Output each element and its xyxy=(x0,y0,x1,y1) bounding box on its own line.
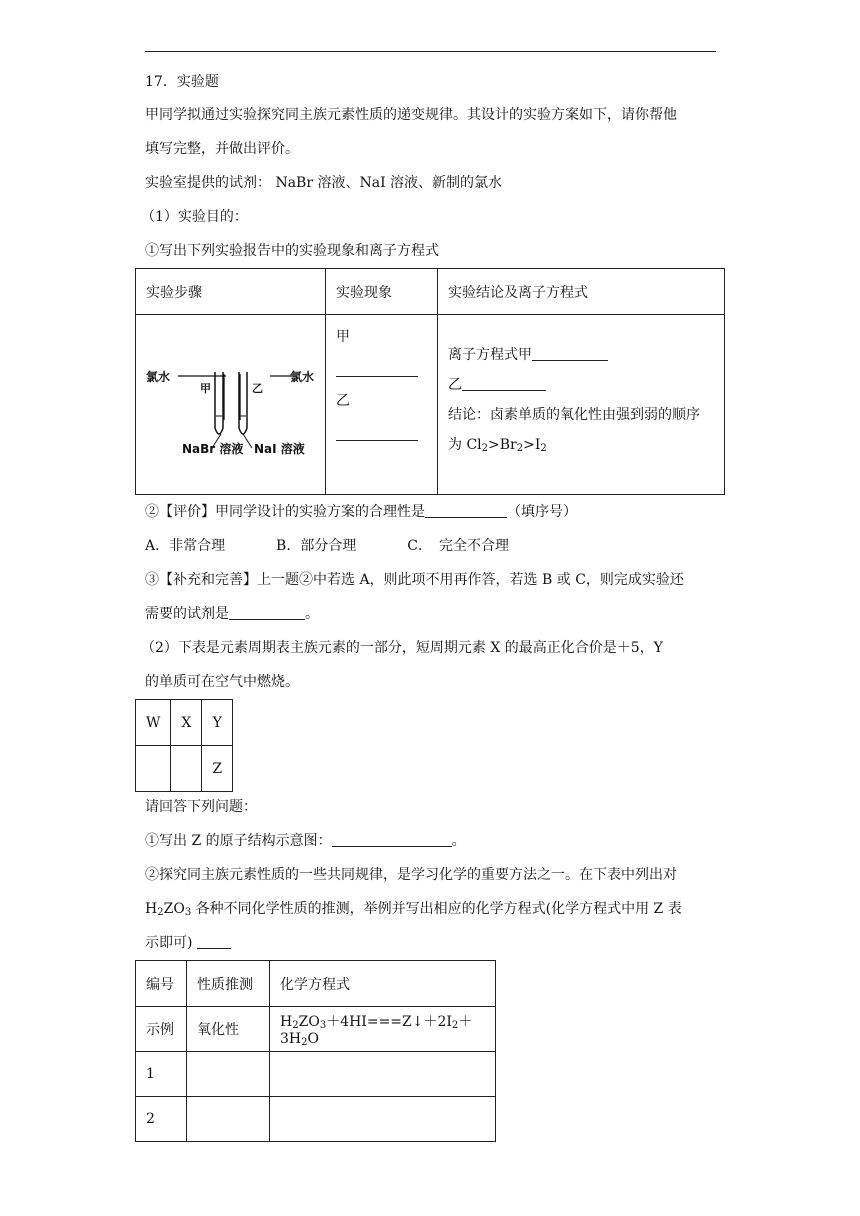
header-cell: 实验现象 xyxy=(326,269,438,315)
header-cell: 化学方程式 xyxy=(270,961,496,1007)
equation-yi-label: 乙 xyxy=(448,377,462,393)
table-row xyxy=(136,1097,496,1142)
solution-label-right: NaI 溶液 xyxy=(254,441,305,456)
intro-line-1: 甲同学拟通过实验探究同主族元素性质的递变规律。其设计的实验方案如下，请你帮他 xyxy=(145,107,677,123)
phenomenon-yi-label: 乙 xyxy=(336,393,350,409)
property-cell xyxy=(187,1052,270,1097)
table-row xyxy=(136,315,725,495)
equation-yi-blank xyxy=(462,376,546,391)
row-id-cell: 2 xyxy=(136,1097,187,1142)
tube-label-right: 乙 xyxy=(252,381,263,395)
part1-label: （1）实验目的： xyxy=(141,209,248,225)
question-2-line-1: ②探究同主族元素性质的一些共同规律，是学习化学的重要方法之一。在下表中列出对 xyxy=(145,867,677,883)
supplement-blank xyxy=(229,605,305,620)
header-cell: 编号 xyxy=(136,961,187,1007)
tube-label-left: 甲 xyxy=(200,381,211,395)
supplement-line-1: ③【补充和完善】上一题②中若选 A，则此项不用再作答，若选 B 或 C，则完成实验还 xyxy=(145,572,684,588)
equation-cell: $H_2ZO_3+4HI===Z↓+2I_2+3H_2O$ xyxy=(270,1007,496,1052)
conclusion-order: 为 $Cl_2>Br_2>I_2$ xyxy=(448,437,547,454)
header-cell: 实验结论及离子方程式 xyxy=(438,269,725,315)
phenomenon-jia-blank xyxy=(336,362,418,377)
part2-line-2: 的单质可在空气中燃烧。 xyxy=(145,674,299,690)
table-row xyxy=(136,1007,496,1052)
element-cell xyxy=(171,746,202,792)
element-cell: Y xyxy=(202,700,233,746)
sub-question-1: ①写出下列实验报告中的实验现象和离子方程式 xyxy=(145,243,439,259)
question-number: 17．实验题 xyxy=(145,74,219,90)
property-cell xyxy=(187,1097,270,1142)
evaluation-question: ②【评价】甲同学设计的实验方案的合理性是 （填序号） xyxy=(145,504,577,520)
element-cell: X xyxy=(171,700,202,746)
test-tube-diagram xyxy=(142,350,317,460)
table-header-row xyxy=(136,961,496,1007)
evaluation-blank xyxy=(425,503,507,518)
table-row xyxy=(136,746,233,792)
supplement-line-2: 需要的试剂是 。 xyxy=(145,606,319,622)
solution-label-left: NaBr 溶液 xyxy=(182,441,244,456)
reagent-label-right: 氯水 xyxy=(290,369,315,384)
header-cell: 性质推测 xyxy=(187,961,270,1007)
option-a: A．非常合理 xyxy=(145,538,226,554)
evaluation-options xyxy=(145,536,509,556)
row-id-cell: 示例 xyxy=(136,1007,187,1052)
table-row xyxy=(136,700,233,746)
question-2-line-3: 示即可) xyxy=(145,933,231,953)
equation-jia-label: 离子方程式甲 xyxy=(448,347,532,363)
equation-cell xyxy=(270,1097,496,1142)
table-header-row xyxy=(136,269,725,315)
element-cell: Z xyxy=(202,746,233,792)
periodic-table-fragment xyxy=(135,699,233,792)
conclusion-cell xyxy=(438,315,725,495)
option-b: B．部分合理 xyxy=(276,538,357,554)
questions-prompt: 请回答下列问题： xyxy=(145,799,257,815)
equation-jia-blank xyxy=(532,346,608,361)
property-prediction-table xyxy=(135,960,496,1142)
reagent-label-left: 氯水 xyxy=(146,369,171,384)
option-c: C． 完全不合理 xyxy=(407,538,509,554)
reagents-line: 实验室提供的试剂： NaBr 溶液、NaI 溶液、新制的氯水 xyxy=(145,175,503,191)
phenomenon-jia-label: 甲 xyxy=(336,329,350,345)
table-row xyxy=(136,1052,496,1097)
header-cell: 实验步骤 xyxy=(136,269,326,315)
intro-line-2: 填写完整，并做出评价。 xyxy=(145,141,299,157)
conclusion-line: 结论：卤素单质的氧化性由强到弱的顺序 xyxy=(448,407,700,423)
row-id-cell: 1 xyxy=(136,1052,187,1097)
element-cell xyxy=(136,746,171,792)
part2-line-1: （2）下表是元素周期表主族元素的一部分，短周期元素 X 的最高正化合价是＋5，Y xyxy=(141,640,663,656)
equation-cell xyxy=(270,1052,496,1097)
header-rule xyxy=(145,51,716,52)
experiment-diagram-cell xyxy=(136,315,326,495)
z-structure-blank xyxy=(332,832,452,847)
question-2-line-2: $H_2ZO_3$ 各种不同化学性质的推测，举例并写出相应的化学方程式(化学方程式中用 Z 表 xyxy=(145,901,682,918)
phenomenon-yi-blank xyxy=(336,426,418,441)
property-cell: 氧化性 xyxy=(187,1007,270,1052)
element-cell: W xyxy=(136,700,171,746)
experiment-report-table xyxy=(135,268,725,495)
question-z-structure: ①写出 Z 的原子结构示意图： 。 xyxy=(145,833,466,849)
phenomenon-cell xyxy=(326,315,438,495)
question-2-blank xyxy=(197,934,231,949)
